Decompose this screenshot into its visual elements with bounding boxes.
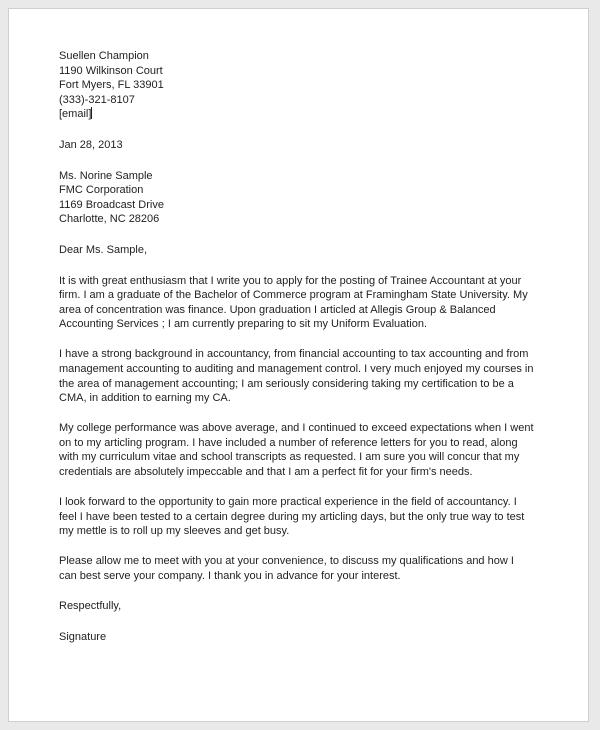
recipient-street: 1169 Broadcast Drive	[59, 198, 164, 211]
paragraph-line: I have a strong background in accountancy, from financial accounting to tax accounting and from	[59, 348, 529, 361]
salutation: Dear Ms. Sample,	[59, 243, 148, 256]
closing: Respectfully,	[59, 600, 122, 613]
paragraph-line: firm. I am a graduate of the Bachelor of Commerce program at Framingham State University. My	[59, 289, 528, 302]
recipient-address	[59, 169, 531, 227]
signature: Signature	[59, 630, 107, 643]
paragraph-line: area of concentration was finance. Upon graduation I articled at Allegis Group & Balanced	[59, 303, 496, 316]
paragraph-line: feel I have been tested to a certain degree during my articling days, but the only true way to test	[59, 510, 525, 523]
paragraph-line: Accounting Services ; I am currently preparing to sit my Uniform Evaluation.	[59, 318, 428, 331]
sender-phone: (333)-321-8107	[59, 93, 135, 106]
paragraph-line: It is with great enthusiasm that I write you to apply for the posting of Trainee Accountant at your	[59, 274, 522, 287]
recipient-name: Ms. Norine Sample	[59, 169, 153, 182]
body-paragraph-1	[59, 274, 531, 332]
body-paragraph-3	[59, 421, 534, 479]
paragraph-line: with my curriculum vitae and school transcripts as requested. I am sure you will concur that my	[59, 451, 520, 464]
sender-email: [email]	[59, 108, 92, 121]
paragraph-line: on to my articling program. I have included a number of reference letters for you to read, along	[59, 436, 518, 449]
letter-date: Jan 28, 2013	[59, 138, 123, 151]
text-cursor	[91, 107, 92, 119]
paragraph-line: I look forward to the opportunity to gain more practical experience in the field of accountancy. I	[59, 496, 517, 509]
paragraph-line: credentials are absolutely impeccable and that I am a perfect fit for your firm's needs.	[59, 466, 473, 479]
recipient-city: Charlotte, NC 28206	[59, 213, 160, 226]
paragraph-line: My college performance was above average, and I continued to exceed expectations when I went	[59, 422, 534, 435]
paragraph-line: my mettle is to roll up my sleeves and get busy.	[59, 525, 290, 538]
recipient-company: FMC Corporation	[59, 184, 144, 197]
sender-address	[59, 49, 531, 122]
body-paragraph-4	[59, 495, 531, 539]
cover-letter	[59, 49, 534, 644]
document-page	[8, 8, 589, 722]
paragraph-line: management accounting to auditing and management control. I very much enjoyed my courses in	[59, 363, 534, 375]
body-paragraph-2	[59, 347, 534, 405]
sender-street: 1190 Wilkinson Court	[59, 64, 163, 77]
sender-city: Fort Myers, FL 33901	[59, 79, 164, 92]
paragraph-line: CMA, in addition to earning my CA.	[59, 392, 231, 405]
paragraph-line: can best serve your company. I thank you in advance for your interest.	[59, 570, 401, 583]
sender-email-line[interactable]	[59, 107, 531, 122]
sender-name: Suellen Champion	[59, 50, 149, 62]
paragraph-line: Please allow me to meet with you at your convenience, to discuss my qualifications and how I	[59, 555, 514, 568]
paragraph-line: the area of management accounting; I am seriously considering taking my certification to be a	[59, 377, 514, 390]
body-paragraph-5	[59, 554, 531, 583]
